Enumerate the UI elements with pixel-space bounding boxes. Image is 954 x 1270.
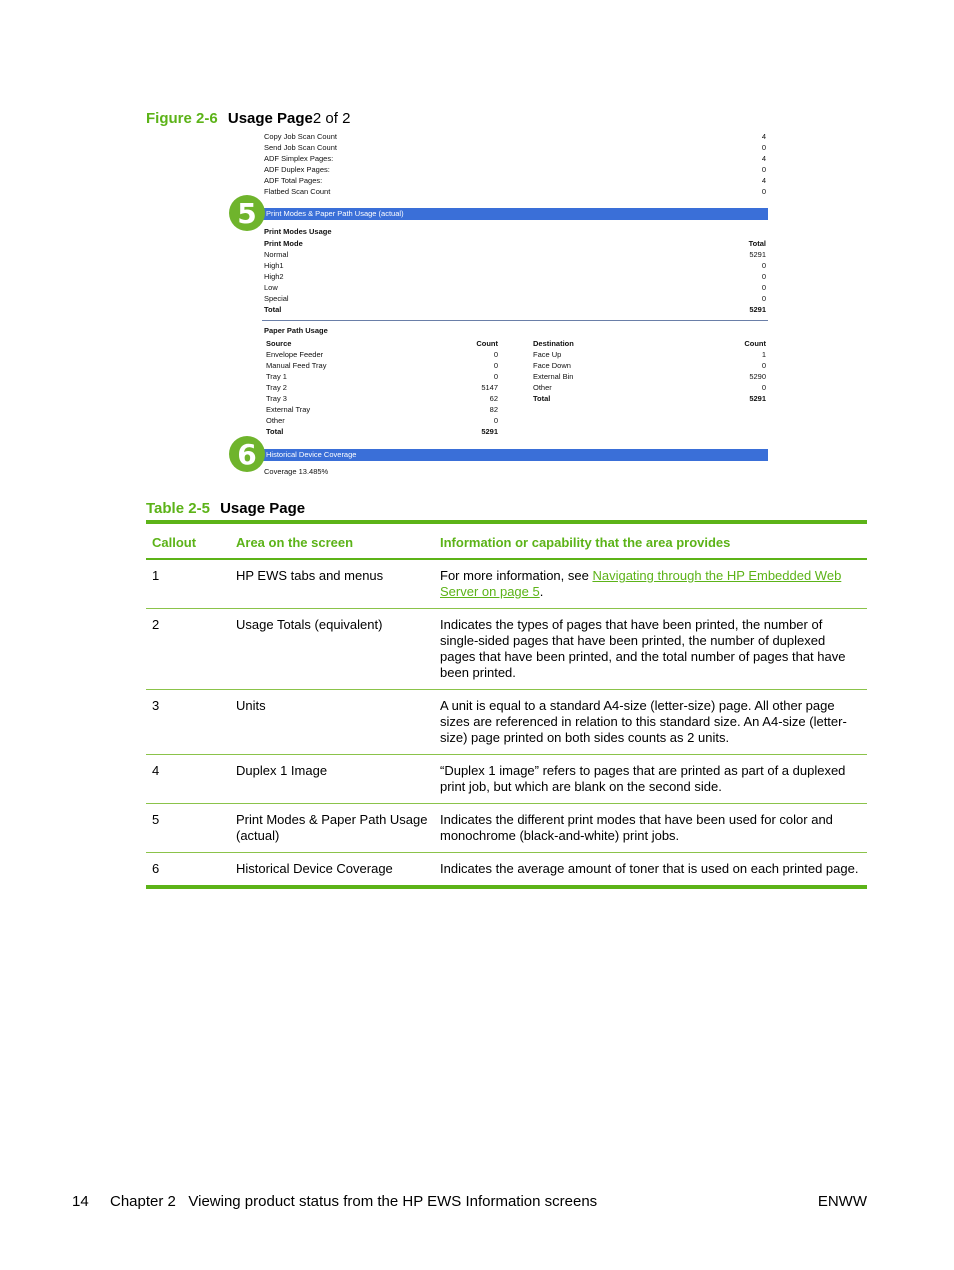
figure-caption: [146, 110, 350, 127]
header-info: Information or capability that the area provides: [434, 522, 867, 559]
info-prefix: For more information, see: [440, 568, 593, 583]
scan-value-5: 0: [761, 187, 766, 196]
dest-total-label: Total: [533, 394, 551, 403]
mode-value-1: 0: [761, 261, 766, 270]
table-row: [146, 853, 867, 888]
info-suffix: .: [539, 584, 544, 599]
cell-area: Print Modes & Paper Path Usage (actual): [230, 804, 434, 853]
mode-total-value: 5291: [749, 305, 766, 314]
table-row: [146, 609, 867, 690]
table-row: [146, 755, 867, 804]
source-value-5: 82: [489, 405, 498, 414]
scan-value-1: 0: [761, 143, 766, 152]
source-label-5: External Tray: [266, 405, 311, 414]
callout-6-number: 6: [237, 437, 257, 471]
mode-value-2: 0: [761, 272, 766, 281]
cell-info: [434, 559, 867, 609]
print-modes-heading: Print Modes Usage: [264, 227, 332, 236]
source-total-value: 5291: [481, 427, 498, 436]
source-total-label: Total: [266, 427, 284, 436]
mode-value-3: 0: [761, 283, 766, 292]
footer-enww: ENWW: [817, 1193, 867, 1210]
header-callout: Callout: [146, 522, 230, 559]
source-count-col: Count: [476, 339, 498, 348]
source-value-6: 0: [493, 416, 498, 425]
figure-label: Figure 2-6: [146, 110, 218, 127]
navigating-link[interactable]: Navigating through the HP Embedded Web Server on page 5: [440, 568, 842, 599]
source-value-0: 0: [493, 350, 498, 359]
scan-label-0: Copy Job Scan Count: [264, 132, 337, 141]
source-label-2: Tray 1: [266, 372, 287, 381]
mode-label-1: High1: [264, 261, 284, 270]
section-divider: [262, 320, 768, 321]
cell-callout: 1: [146, 559, 230, 609]
mode-label-2: High2: [264, 272, 284, 281]
usage-page-screenshot: [262, 130, 770, 480]
cell-area: Historical Device Coverage: [236, 861, 393, 876]
mode-label-0: Normal: [264, 250, 289, 259]
source-label-6: Other: [266, 416, 285, 425]
source-label-0: Envelope Feeder: [266, 350, 324, 359]
header-area: Area on the screen: [230, 522, 434, 559]
source-value-4: 62: [489, 394, 498, 403]
cell-info: Indicates the types of pages that have been printed, the number of single-sided pages that have been printed, the number of duplexed pages that have been printed, and the total number of pages that have been printed.: [434, 609, 867, 690]
page-number: 14: [72, 1193, 89, 1210]
source-value-2: 0: [493, 372, 498, 381]
scan-value-3: 0: [761, 165, 766, 174]
callout-6-icon: [229, 436, 265, 472]
dest-value-1: 0: [761, 361, 766, 370]
table-title: Usage Page: [220, 500, 306, 517]
usage-page-table: [146, 520, 867, 889]
dest-label-3: Other: [533, 383, 552, 392]
scan-label-5: Flatbed Scan Count: [264, 187, 331, 196]
cell-info: A unit is equal to a standard A4-size (letter-size) page. All other page sizes are referenced in relation to this standard size. An A4-size (letter-size) page printed on both sides counts as 2 units.: [434, 690, 867, 755]
mode-label-4: Special: [264, 294, 289, 303]
print-modes-bar-label: Print Modes & Paper Path Usage (actual): [266, 209, 404, 218]
cell-area: Usage Totals (equivalent): [230, 609, 434, 690]
table-label: Table 2-5: [146, 500, 210, 517]
scan-value-4: 4: [761, 176, 766, 185]
table-header-row: [146, 522, 867, 559]
cell-area: Units: [230, 690, 434, 755]
source-col: Source: [266, 339, 292, 348]
cell-callout: 5: [146, 804, 230, 853]
source-value-3: 5147: [481, 383, 498, 392]
mode-value-4: 0: [761, 294, 766, 303]
coverage-value: Coverage 13.485%: [264, 467, 329, 476]
dest-value-0: 1: [761, 350, 766, 359]
cell-callout: 4: [146, 755, 230, 804]
mode-value-0: 5291: [749, 250, 766, 259]
cell-callout: 6: [152, 861, 160, 876]
table-caption: [146, 500, 305, 517]
print-mode-col: Print Mode: [264, 239, 303, 248]
source-label-4: Tray 3: [266, 394, 287, 403]
cell-callout: 3: [146, 690, 230, 755]
source-value-1: 0: [493, 361, 498, 370]
scan-label-1: Send Job Scan Count: [264, 143, 337, 152]
paper-path-heading: Paper Path Usage: [264, 326, 328, 335]
source-label-1: Manual Feed Tray: [266, 361, 327, 370]
dest-label-2: External Bin: [533, 372, 574, 381]
table-row: [146, 559, 867, 609]
callout-5-icon: [229, 195, 265, 231]
cell-info: Indicates the average amount of toner that is used on each printed page.: [440, 861, 859, 876]
cell-info: “Duplex 1 image” refers to pages that are printed as part of a duplexed print job, but which are blank on the second side.: [434, 755, 867, 804]
scan-label-2: ADF Simplex Pages:: [264, 154, 334, 163]
figure-title: Usage Page: [227, 110, 313, 127]
print-modes-bar: [262, 208, 768, 220]
mode-total-label: Total: [264, 305, 282, 314]
scan-value-2: 4: [761, 154, 766, 163]
coverage-bar-label: Historical Device Coverage: [266, 450, 357, 459]
dest-total-value: 5291: [749, 394, 766, 403]
scan-label-3: ADF Duplex Pages:: [264, 165, 330, 174]
table-row: [146, 804, 867, 853]
print-total-col: Total: [748, 239, 766, 248]
table-row: [146, 690, 867, 755]
dest-label-0: Face Up: [533, 350, 562, 359]
dest-label-1: Face Down: [533, 361, 571, 370]
figure-suffix: 2 of 2: [312, 110, 351, 127]
chapter-title: Chapter 2 Viewing product status from the HP EWS Information screens: [110, 1193, 598, 1210]
destination-col: Destination: [533, 339, 574, 348]
dest-value-2: 5290: [749, 372, 766, 381]
scan-value-0: 4: [761, 132, 766, 141]
coverage-bar: [262, 449, 768, 461]
dest-value-3: 0: [761, 383, 766, 392]
callout-5-number: 5: [237, 196, 257, 230]
destination-count-col: Count: [744, 339, 766, 348]
cell-area: Duplex 1 Image: [230, 755, 434, 804]
cell-info: Indicates the different print modes that have been used for color and monochrome (black-and-white) print jobs.: [434, 804, 867, 853]
mode-label-3: Low: [264, 283, 278, 292]
scan-label-4: ADF Total Pages:: [264, 176, 323, 185]
cell-callout: 2: [146, 609, 230, 690]
cell-area: HP EWS tabs and menus: [230, 559, 434, 609]
source-label-3: Tray 2: [266, 383, 287, 392]
